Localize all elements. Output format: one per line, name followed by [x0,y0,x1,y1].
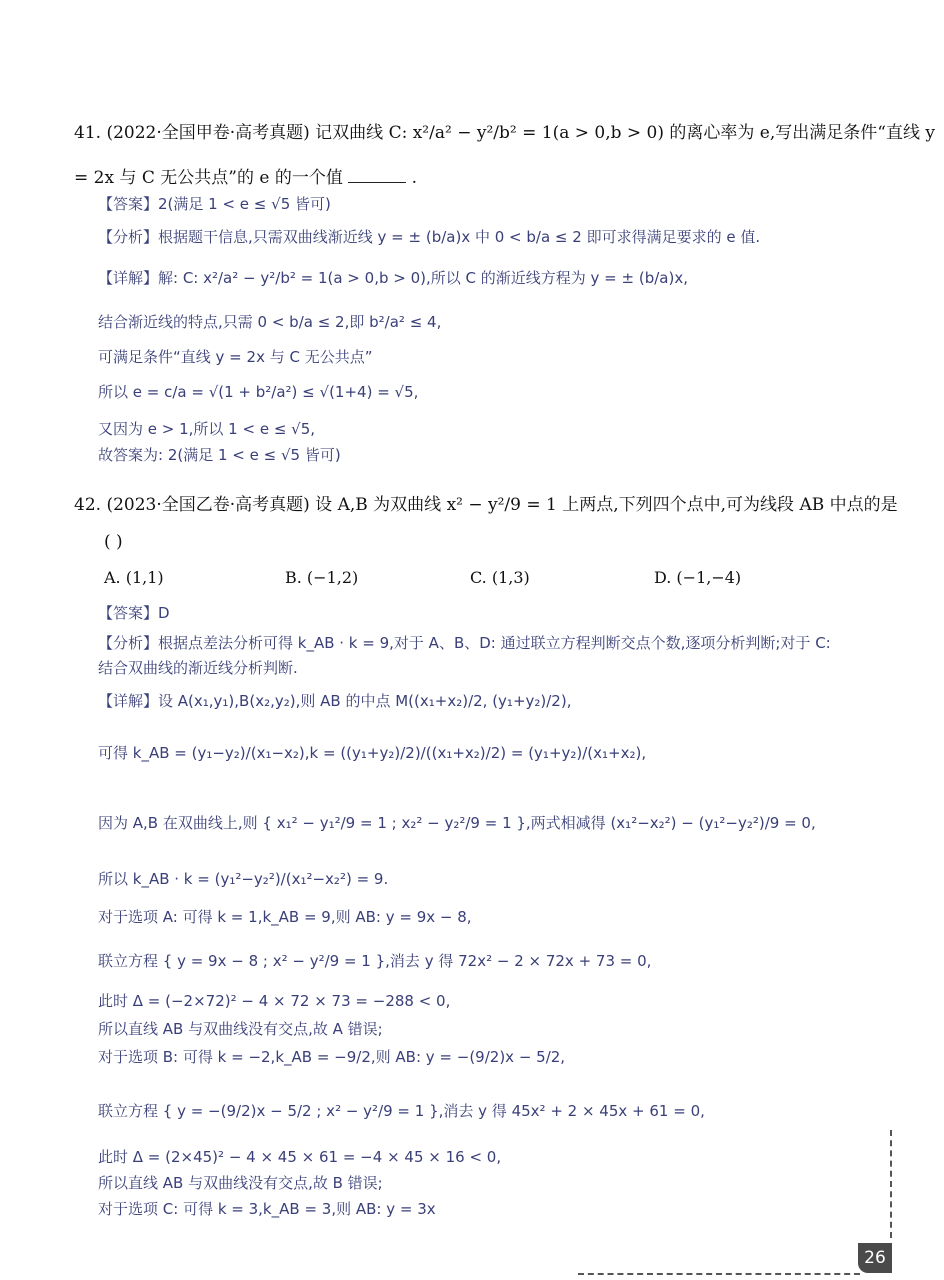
q41-stem-line2 [74,163,417,188]
q42-analysis-1: 【分析】根据点差法分析可得 k_AB · k = 9,对于 A、B、D: 通过联立方程判断交点个数,逐项分析判断;对于 C: [98,634,831,652]
q42-analysis-2: 结合双曲线的渐近线分析判断. [98,659,298,677]
q42-option-d: D. (−1,−4) [654,568,742,587]
q42-detail-10: 联立方程 { y = −(9/2)x − 5/2 ; x² − y²/9 = 1 },消去 y 得 45x² + 2 × 45x + 61 = 0, [98,1102,705,1120]
page-border-bottom [578,1273,860,1275]
q42-detail-6: 联立方程 { y = 9x − 8 ; x² − y²/9 = 1 },消去 y 得 72x² − 2 × 72x + 73 = 0, [98,952,652,970]
q41-detail-1: 【详解】解: C: x²/a² − y²/b² = 1(a > 0,b > 0),所以 C 的渐近线方程为 y = ± (b/a)x, [98,269,688,287]
q41-analysis: 【分析】根据题干信息,只需双曲线渐近线 y = ± (b/a)x 中 0 < b/a ≤ 2 即可求得满足要求的 e 值. [98,228,761,246]
q42-detail-1: 【详解】设 A(x₁,y₁),B(x₂,y₂),则 AB 的中点 M((x₁+x₂)/2, (y₁+y₂)/2), [98,692,572,710]
answer-blank [348,168,406,183]
q42-detail-8: 所以直线 AB 与双曲线没有交点,故 A 错误; [98,1020,383,1038]
q41-stem-line2-end: . [411,168,418,188]
q42-detail-3: 因为 A,B 在双曲线上,则 { x₁² − y₁²/9 = 1 ; x₂² − y₂²/9 = 1 },两式相减得 (x₁²−x₂²) − (y₁²−y₂²)/9 = 0, [98,814,816,832]
q42-detail-11: 此时 Δ = (2×45)² − 4 × 45 × 61 = −4 × 45 × 16 < 0, [98,1148,502,1166]
q41-detail-6: 故答案为: 2(满足 1 < e ≤ √5 皆可) [98,446,341,464]
q42-paren: ( ) [104,532,123,552]
q42-detail-9: 对于选项 B: 可得 k = −2,k_AB = −9/2,则 AB: y = −(9/2)x − 5/2, [98,1048,566,1066]
q42-detail-7: 此时 Δ = (−2×72)² − 4 × 72 × 73 = −288 < 0, [98,992,451,1010]
q42-option-b: B. (−1,2) [285,568,359,587]
q42-detail-4: 所以 k_AB · k = (y₁²−y₂²)/(x₁²−x₂²) = 9. [98,870,389,888]
q42-stem-line1: 42. (2023·全国乙卷·高考真题) 设 A,B 为双曲线 x² − y²/9 = 1 上两点,下列四个点中,可为线段 AB 中点的是 [74,495,898,515]
q41-detail-5: 又因为 e > 1,所以 1 < e ≤ √5, [98,420,316,438]
q41-detail-4: 所以 e = c/a = √(1 + b²/a²) ≤ √(1+4) = √5, [98,383,419,401]
q42-detail-13: 对于选项 C: 可得 k = 3,k_AB = 3,则 AB: y = 3x [98,1200,436,1218]
q42-option-c: C. (1,3) [470,568,530,587]
page-number: 26 [858,1243,892,1273]
q42-detail-12: 所以直线 AB 与双曲线没有交点,故 B 错误; [98,1174,383,1192]
q41-answer: 【答案】2(满足 1 < e ≤ √5 皆可) [98,195,331,213]
q42-detail-5: 对于选项 A: 可得 k = 1,k_AB = 9,则 AB: y = 9x − 8, [98,908,472,926]
q42-answer: 【答案】D [98,604,170,622]
q41-stem-line1: 41. (2022·全国甲卷·高考真题) 记双曲线 C: x²/a² − y²/b² = 1(a > 0,b > 0) 的离心率为 e,写出满足条件“直线 y [74,123,935,143]
page-border-right [890,1130,892,1238]
q42-detail-2: 可得 k_AB = (y₁−y₂)/(x₁−x₂),k = ((y₁+y₂)/2)/((x₁+x₂)/2) = (y₁+y₂)/(x₁+x₂), [98,744,647,762]
q41-detail-3: 可满足条件“直线 y = 2x 与 C 无公共点” [98,348,373,366]
q42-option-a: A. (1,1) [104,568,164,587]
q41-detail-2: 结合渐近线的特点,只需 0 < b/a ≤ 2,即 b²/a² ≤ 4, [98,313,442,331]
q41-stem-line2-text: = 2x 与 C 无公共点”的 e 的一个值 [74,168,343,188]
